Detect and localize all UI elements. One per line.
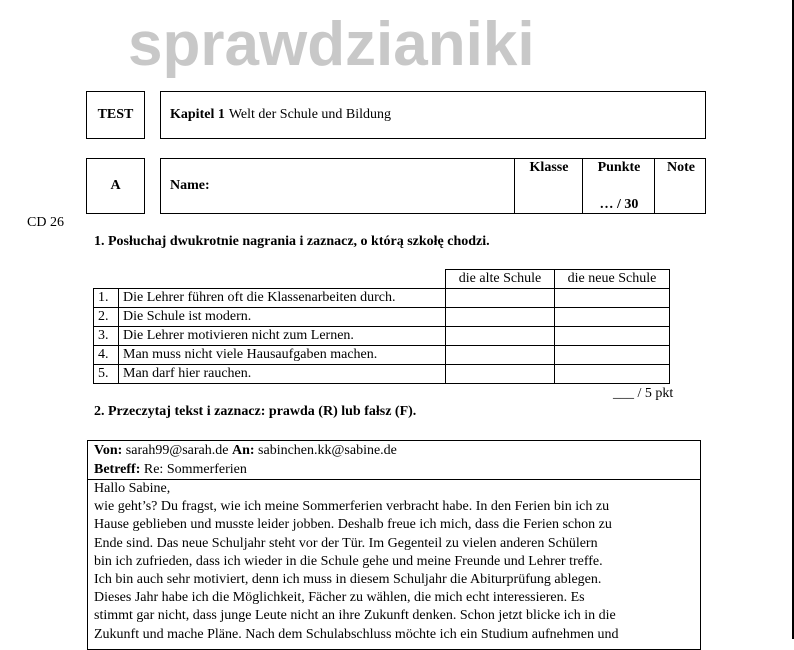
email-from: sarah99@sarah.de: [125, 443, 229, 458]
column-header-new-school: die neue Schule: [555, 270, 670, 289]
punkte-label: Punkte: [597, 160, 641, 175]
row-statement: Die Lehrer führen oft die Klassenarbeiten durch.: [119, 289, 446, 308]
answer-cell-old[interactable]: [446, 346, 555, 365]
chapter-box: [160, 91, 706, 139]
answer-cell-new[interactable]: [555, 365, 670, 384]
note-cell: [654, 159, 707, 213]
answer-cell-new[interactable]: [555, 327, 670, 346]
column-header-old-school: die alte Schule: [446, 270, 555, 289]
row-statement: Man muss nicht viele Hausaufgaben machen.: [119, 346, 446, 365]
chapter-number: Kapitel 1: [170, 107, 225, 122]
email-subject: Re: Sommerferien: [143, 462, 247, 477]
answer-cell-new[interactable]: [555, 346, 670, 365]
email-header: [88, 441, 700, 480]
email-body: [88, 480, 700, 644]
email-line: stimmt gar nicht, dass junge Leute nicht an ihre Zukunft denken. Schon jetzt blicke ich in die: [94, 608, 616, 624]
email-from-label: Von:: [94, 443, 123, 458]
table-row: [94, 327, 670, 346]
watermark: sprawdzianiki: [128, 10, 535, 79]
punkte-value: … / 30: [599, 197, 639, 212]
test-label: TEST: [97, 107, 134, 122]
email-line: Ende sind. Das neue Schuljahr steht vor der Tür. Im Gegenteil zu vielen anderen Schülern: [94, 535, 598, 551]
row-statement: Man darf hier rauchen.: [119, 365, 446, 384]
klasse-cell[interactable]: [514, 159, 583, 213]
email-subject-label: Betreff:: [94, 462, 141, 477]
group-label: A: [110, 178, 121, 193]
punkte-cell: [582, 159, 655, 213]
email-from-to-line: [94, 441, 694, 460]
answer-cell-old[interactable]: [446, 289, 555, 308]
answer-cell-old[interactable]: [446, 365, 555, 384]
task1-score: ___ / 5 pkt: [613, 386, 674, 401]
table-row: [94, 289, 670, 308]
email-line: Dieses Jahr habe ich die Möglichkeit, Fächer zu wählen, die mich echt interessieren. Es: [94, 590, 585, 606]
table-header-row: [94, 270, 670, 289]
row-number: 1.: [94, 289, 119, 308]
cd-track-label: CD 26: [27, 215, 64, 230]
row-statement: Die Schule ist modern.: [119, 308, 446, 327]
row-number: 2.: [94, 308, 119, 327]
name-label: Name:: [170, 178, 210, 193]
email-greeting: Hallo Sabine,: [94, 481, 171, 496]
email-line: wie geht’s? Du fragst, wie ich meine Sommerferien verbracht habe. In den Ferien bin ich zu: [94, 499, 610, 515]
answer-cell-old[interactable]: [446, 308, 555, 327]
email-line: Zukunft und mache Pläne. Nach dem Schulabschluss möchte ich ein Studium aufnehmen und: [94, 626, 619, 642]
email-box: [87, 440, 701, 650]
table-row: [94, 308, 670, 327]
name-box: [160, 158, 706, 214]
email-line: Hause geblieben und musste leider jobben. Deshalb freue ich mich, dass die Ferien schon zu: [94, 517, 612, 533]
group-box: [86, 158, 145, 214]
answer-cell-old[interactable]: [446, 327, 555, 346]
note-label: Note: [667, 160, 695, 175]
answer-cell-new[interactable]: [555, 289, 670, 308]
chapter-title: Welt der Schule und Bildung: [228, 107, 392, 122]
row-number: 5.: [94, 365, 119, 384]
test-label-box: [86, 91, 145, 139]
email-line: bin ich zufrieden, dass ich wieder in die Schule gehe und meine Freunde und Lehrer treffe.: [94, 553, 603, 569]
email-to-label: An:: [231, 443, 255, 458]
klasse-label: Klasse: [529, 160, 569, 175]
table-row: [94, 365, 670, 384]
task1-table: [93, 269, 670, 384]
email-subject-line: [94, 460, 694, 479]
answer-cell-new[interactable]: [555, 308, 670, 327]
row-number: 4.: [94, 346, 119, 365]
task1-title: 1. Posłuchaj dwukrotnie nagrania i zaznacz, o którą szkołę chodzi.: [94, 234, 490, 249]
email-line: Ich bin auch sehr motiviert, denn ich muss in diesem Schuljahr die Abiturprüfung ablegen.: [94, 572, 602, 588]
row-number: 3.: [94, 327, 119, 346]
table-row: [94, 346, 670, 365]
email-to: sabinchen.kk@sabine.de: [258, 443, 397, 458]
row-statement: Die Lehrer motivieren nicht zum Lernen.: [119, 327, 446, 346]
task2-title: 2. Przeczytaj tekst i zaznacz: prawda (R) lub fałsz (F).: [94, 404, 417, 419]
